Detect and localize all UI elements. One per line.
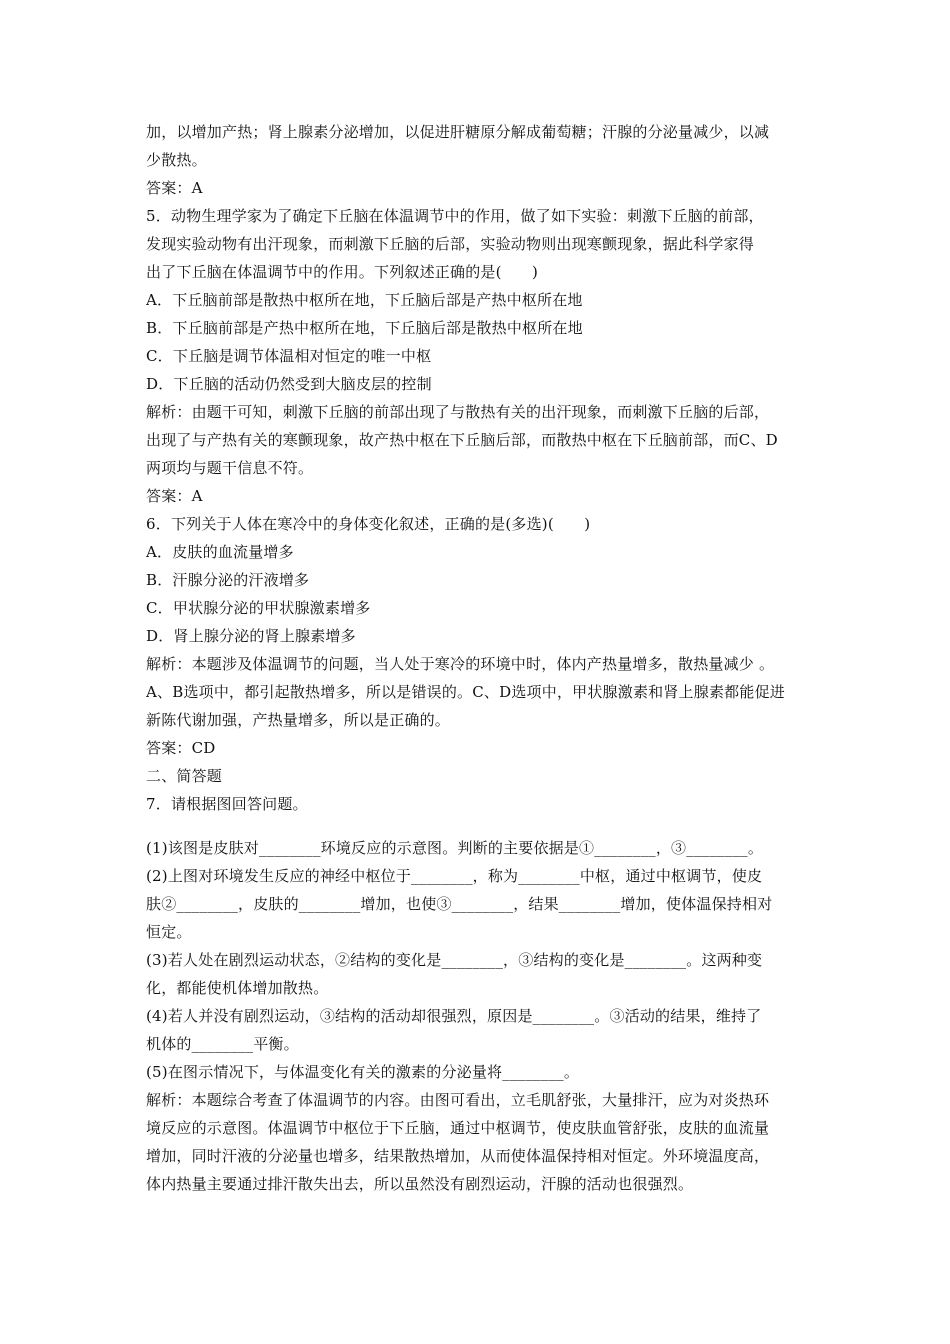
analysis-line: 增加，同时汗液的分泌量也增多，结果散热增加，从而使体温保持相对恒定。外环境温度高， [146,1147,770,1165]
subquestion-line: (1)该图是皮肤对________环境反应的示意图。判断的主要依据是①________，③________。 [146,839,764,857]
subquestion-line: (2)上图对环境发生反应的神经中枢位于________，称为________中枢，通过中枢调节，使皮 [146,867,763,885]
analysis-line: 境反应的示意图。体温调节中枢位于下丘脑，通过中枢调节，使皮肤血管舒张，皮肤的血流量 [146,1119,770,1137]
answer-line: 答案：A [146,179,203,197]
option-b: B．下丘脑前部是产热中枢所在地，下丘脑后部是散热中枢所在地 [146,319,583,337]
question-6-line: 6．下列关于人体在寒冷中的身体变化叙述，正确的是(多选)( ) [146,515,591,533]
subquestion-line: 机体的________平衡。 [146,1035,299,1053]
option-a: A．下丘脑前部是散热中枢所在地，下丘脑后部是产热中枢所在地 [146,291,583,309]
subquestion-line: (3)若人处在剧烈运动状态，②结构的变化是________，③结构的变化是________。这两种变 [146,951,763,969]
answer-line: 答案：A [146,487,203,505]
option-c: C．甲状腺分泌的甲状腺激素增多 [146,599,371,617]
subquestion-line: (4)若人并没有剧烈运动，③结构的活动却很强烈，原因是________。③活动的结果，维持了 [146,1007,762,1025]
analysis-line: 两项均与题干信息不符。 [146,459,314,477]
option-c: C．下丘脑是调节体温相对恒定的唯一中枢 [146,347,432,365]
option-d: D．下丘脑的活动仍然受到大脑皮层的控制 [146,375,432,393]
answer-line: 答案：CD [146,739,216,757]
analysis-line: 出现了与产热有关的寒颤现象，故产热中枢在下丘脑后部，而散热中枢在下丘脑前部，而C、D [146,431,778,449]
analysis-line: 解析：本题涉及体温调节的问题，当人处于寒冷的环境中时，体内产热量增多，散热量减少 。 [146,655,775,673]
analysis-line: 体内热量主要通过排汗散失出去，所以虽然没有剧烈运动，汗腺的活动也很强烈。 [146,1175,694,1193]
figure-gap [146,818,816,834]
analysis-line: 解析：由题干可知，刺激下丘脑的前部出现了与散热有关的出汗现象，而刺激下丘脑的后部， [146,403,770,421]
option-b: B．汗腺分泌的汗液增多 [146,571,310,589]
text-line: 少散热。 [146,151,207,169]
analysis-line: 新陈代谢加强，产热量增多，所以是正确的。 [146,711,451,729]
subquestion-line: (5)在图示情况下，与体温变化有关的激素的分泌量将________。 [146,1063,580,1081]
analysis-line: 解析：本题综合考查了体温调节的内容。由图可看出，立毛肌舒张，大量排汗，应为对炎热环 [146,1091,770,1109]
question-5-line: 发现实验动物有出汗现象，而刺激下丘脑的后部，实验动物则出现寒颤现象，据此科学家得 [146,235,755,253]
subquestion-line: 恒定。 [146,923,192,941]
subquestion-line: 化，都能使机体增加散热。 [146,979,329,997]
question-5-line: 5．动物生理学家为了确定下丘脑在体温调节中的作用，做了如下实验：刺激下丘脑的前部， [146,207,764,225]
option-d: D．肾上腺分泌的肾上腺素增多 [146,627,356,645]
text-line: 加，以增加产热；肾上腺素分泌增加，以促进肝糖原分解成葡萄糖；汗腺的分泌量减少，以减 [146,123,770,141]
analysis-line: A、B选项中，都引起散热增多，所以是错误的。C、D选项中，甲状腺激素和肾上腺素都能促进 [146,683,785,701]
option-a: A．皮肤的血流量增多 [146,543,294,561]
document-content [146,118,816,1198]
subquestion-line: 肤②________，皮肤的________增加，也使③________，结果________增加，使体温保持相对 [146,895,773,913]
question-7-line: 7．请根据图回答问题。 [146,795,308,813]
section-heading: 二、简答题 [146,767,223,785]
question-5-line: 出了下丘脑在体温调节中的作用。下列叙述正确的是( ) [146,263,539,281]
